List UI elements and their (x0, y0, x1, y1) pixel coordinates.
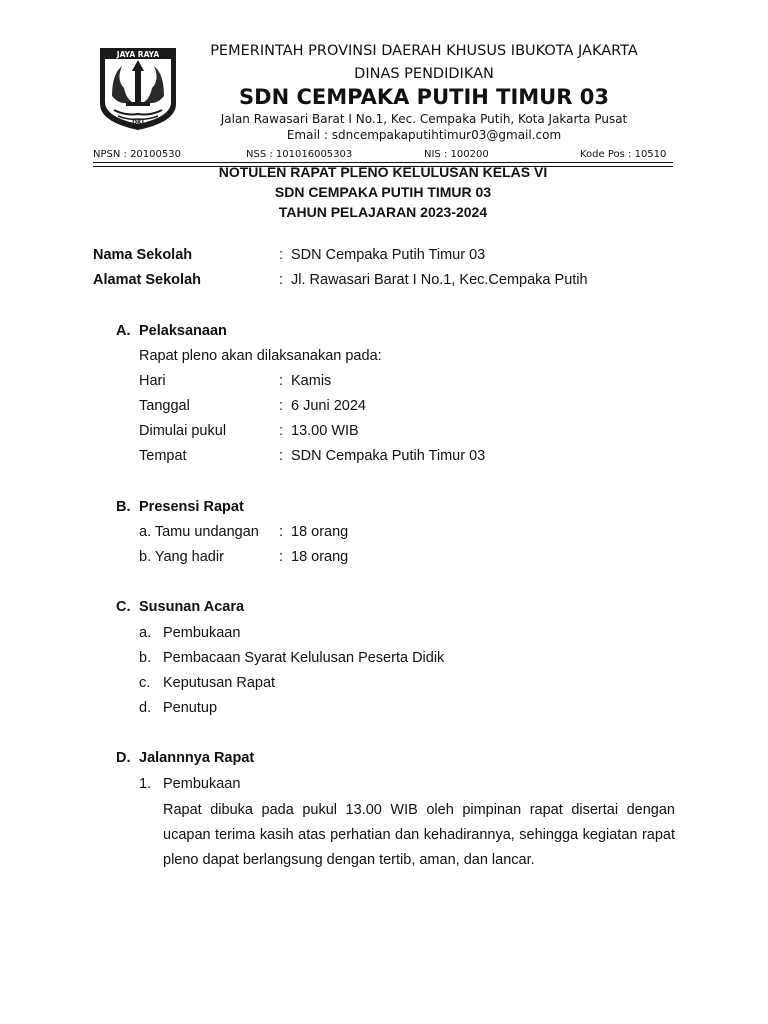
letterhead-divider (93, 162, 673, 163)
agenda-item: Penutup (163, 700, 218, 716)
row-value-tempat: SDN Cempaka Putih Timur 03 (291, 448, 486, 464)
row-label-yang-hadir: b. Yang hadir (139, 549, 224, 565)
letterhead-government: PEMERINTAH PROVINSI DAERAH KHUSUS IBUKOTA JAKARTA (210, 43, 638, 59)
letterhead-school-name: SDN CEMPAKA PUTIH TIMUR 03 (239, 85, 609, 109)
proceeding-paragraph: Rapat dibuka pada pukul 13.00 WIB oleh pimpinan rapat disertai dengan ucapan terima kasih atas perhatian dan kehadirannya, sehingga kegiatan rapat pleno dapat berlangsung dengan tertib, aman, dan lancar. (163, 802, 675, 868)
row-value-hari: Kamis (291, 373, 332, 389)
section-c-letter: C. (116, 599, 131, 615)
agenda-marker: b. (139, 650, 152, 666)
row-label-tempat: Tempat (139, 448, 187, 464)
section-d-letter: D. (116, 750, 131, 766)
document-subtitle-school: SDN CEMPAKA PUTIH TIMUR 03 (274, 184, 492, 200)
row-colon: : (279, 524, 284, 540)
row-label-hari: Hari (139, 373, 166, 389)
row-colon: : (279, 373, 284, 389)
kodepos-text: Kode Pos : 10510 (580, 149, 667, 160)
row-value-tanggal: 6 Juni 2024 (291, 398, 366, 414)
row-colon: : (279, 398, 284, 414)
agenda-item: Pembacaan Syarat Kelulusan Peserta Didik (163, 650, 445, 666)
agenda-item: Keputusan Rapat (163, 675, 276, 691)
letterhead-email: Email : sdncempakaputihtimur03@gmail.com (286, 128, 562, 142)
row-label-dimulai: Dimulai pukul (139, 423, 227, 439)
document-subtitle-year: TAHUN PELAJARAN 2023-2024 (278, 204, 488, 220)
section-a-heading: Pelaksanaan (139, 323, 227, 339)
proceeding-marker: 1. (139, 776, 152, 792)
info-value-alamat-sekolah: Jl. Rawasari Barat I No.1, Kec.Cempaka Putih (291, 272, 588, 288)
row-label-tanggal: Tanggal (139, 398, 190, 414)
jaya-raya-emblem-icon (96, 44, 180, 132)
section-b-heading: Presensi Rapat (139, 499, 244, 515)
section-a-letter: A. (116, 323, 131, 339)
agenda-marker: d. (139, 700, 152, 716)
nis-text: NIS : 100200 (424, 149, 489, 160)
agenda-marker: a. (139, 625, 152, 641)
row-colon: : (279, 549, 284, 565)
section-d-heading: Jalannnya Rapat (139, 750, 255, 766)
row-value-yang-hadir: 18 orang (291, 549, 349, 565)
proceeding-title: Pembukaan (163, 776, 241, 792)
row-colon: : (279, 448, 284, 464)
letterhead-department: DINAS PENDIDIKAN (354, 66, 494, 82)
npsn-text: NPSN : 20100530 (93, 149, 181, 160)
logo-motto: JAYA RAYA (116, 50, 160, 59)
letterhead-address: Jalan Rawasari Barat I No.1, Kec. Cempaka Putih, Kota Jakarta Pusat (220, 112, 628, 126)
letterhead-identifiers (93, 149, 673, 163)
section-a-intro: Rapat pleno akan dilaksanakan pada: (139, 348, 382, 364)
document-title: NOTULEN RAPAT PLENO KELULUSAN KELAS VI (218, 164, 548, 180)
info-label-alamat-sekolah: Alamat Sekolah (93, 272, 201, 288)
row-value-tamu-undangan: 18 orang (291, 524, 349, 540)
row-value-dimulai: 13.00 WIB (291, 423, 359, 439)
agenda-item: Pembukaan (163, 625, 241, 641)
section-b-letter: B. (116, 499, 131, 515)
info-colon: : (279, 247, 284, 263)
info-label-nama-sekolah: Nama Sekolah (93, 247, 193, 263)
info-colon: : (279, 272, 284, 288)
nss-text: NSS : 101016005303 (246, 149, 353, 160)
row-colon: : (279, 423, 284, 439)
row-label-tamu-undangan: a. Tamu undangan (139, 524, 259, 540)
logo-caption: DKI (132, 119, 144, 126)
agenda-marker: c. (139, 675, 151, 691)
info-value-nama-sekolah: SDN Cempaka Putih Timur 03 (291, 247, 486, 263)
section-c-heading: Susunan Acara (139, 599, 245, 615)
